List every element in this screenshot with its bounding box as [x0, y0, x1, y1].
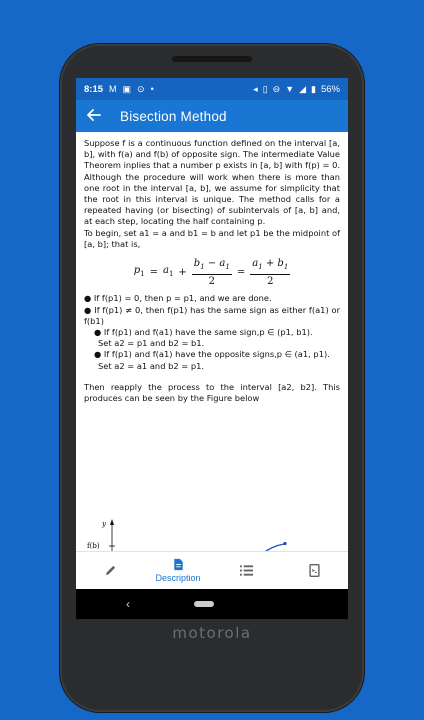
system-navigation-bar [76, 589, 348, 619]
bullet-opposite-sign-case: If f(p1) and f(a1) have the opposite signs,p ∈ (a1, p1). [103, 349, 330, 360]
nav-description-label: Description [155, 573, 201, 583]
data-saver-icon: ⊖ [272, 83, 281, 94]
nav-edit[interactable] [76, 564, 144, 577]
setup-paragraph: To begin, set a1 = a and b1 = b and let p1 be the midpoint of [a, b]; that is, [84, 227, 340, 249]
pencil-icon [104, 564, 117, 577]
battery-icon: ▮ [311, 83, 316, 94]
figure-fb-label: f(b) [87, 542, 100, 550]
bullet-same-sign: If f(p1) ≠ 0, then f(p1) has the same sign as either f(a1) or f(b1) [84, 304, 340, 326]
figure-y-arrow [110, 519, 114, 525]
intro-paragraph: Suppose f is a continuous function defined on the interval [a, b], with f(a) and f(b) of opposite sign. The intermediate Value Theorem inplies that a number p exists in [a, b] with f(p) = 0. Although the procedure will work when there is more than one root in the interval [a, b], we assume for simplicity that the root in this interval is unique. The method calls for a repeated having (or bisecting) of subintervals of [a, b] and, at each step, locating the half containing p. [84, 138, 340, 227]
signal-icon: ◢ [299, 83, 307, 94]
brand-logo: motorola [172, 624, 252, 642]
phone-screen [76, 78, 348, 619]
bullet-dot: ● [94, 327, 104, 338]
description-content [76, 132, 348, 565]
app-bar [76, 100, 348, 132]
figure-point [283, 542, 286, 545]
gmail-icon: M [109, 83, 117, 94]
set-step-2: Set a2 = a1 and b2 = p1. [98, 360, 205, 371]
status-bar [76, 78, 348, 100]
notification-icon: ▣ [122, 83, 132, 94]
bullet-dot: ● [84, 304, 95, 315]
reapply-paragraph: Then reapply the process to the interval [a2, b2]. This produces can be seen by the Figure below [84, 381, 340, 404]
bullet-dot: ● [84, 293, 94, 304]
back-arrow-icon[interactable] [86, 108, 102, 125]
set-step-1: Set a2 = p1 and b2 = b1. [98, 338, 205, 349]
vibrate-icon: ▯ [262, 83, 268, 94]
system-back-icon[interactable]: ‹ [126, 597, 130, 611]
status-time: 8:15 [84, 83, 104, 95]
battery-percent: 56% [320, 83, 340, 95]
settings-icon: ⊙ [137, 83, 145, 94]
dot-icon: • [150, 83, 154, 94]
list-icon [240, 565, 253, 576]
calculator-icon [309, 564, 320, 577]
nav-calculate[interactable] [280, 564, 348, 577]
earpiece-speaker [172, 56, 252, 62]
bottom-navigation [76, 551, 348, 589]
cast-icon: ◂ [253, 83, 258, 94]
nav-list[interactable] [212, 565, 280, 576]
figure-y-label: y [102, 520, 106, 528]
midpoint-equation: $p_1$ = $a_1$ + $\frac{b_1 - a_1}{2}$ = $\frac{a_1 + b_1}{2}$ [133, 258, 289, 288]
bullet-same-sign-case: If f(p1) and f(a1) have the same sign,p ∈ (p1, b1). [103, 327, 313, 338]
bullet-root-found: If f(p1) = 0, then p = p1, and we are done. [93, 293, 272, 304]
document-icon [173, 558, 184, 571]
nav-description[interactable] [144, 558, 212, 583]
bullet-dot: ● [94, 349, 104, 360]
page-title: Bisection Method [120, 108, 227, 124]
system-home-pill[interactable] [194, 601, 214, 607]
wifi-icon: ▼ [285, 83, 295, 94]
